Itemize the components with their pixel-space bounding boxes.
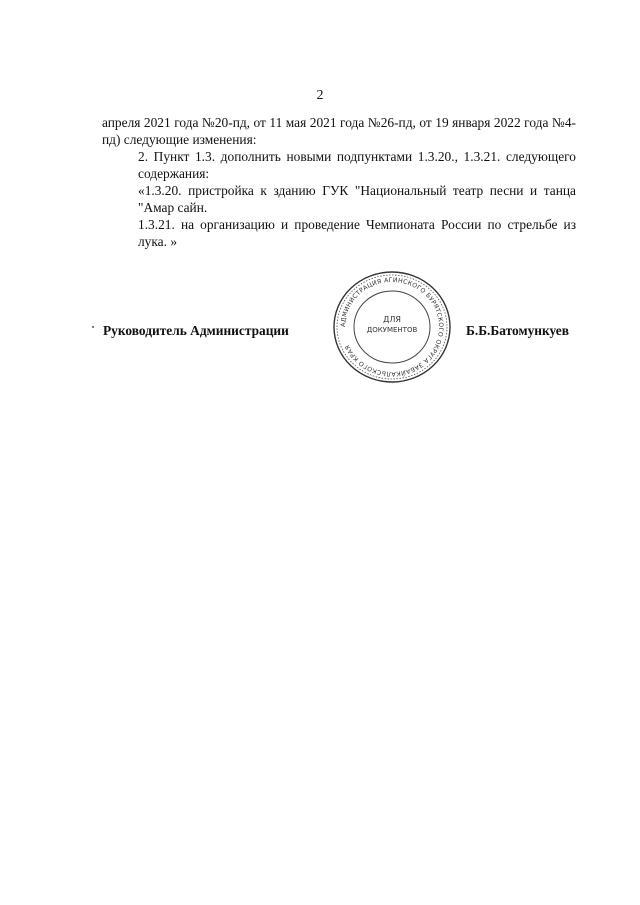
stamp-ring-text: АДМИНИСТРАЦИЯ АГИНСКОГО БУРЯТСКОГО ОКРУГА ЗАБАЙКАЛЬСКОГО КРАЯ: [339, 276, 445, 378]
paragraph-1: апреля 2021 года №20-пд, от 11 мая 2021 года №26-пд, от 19 января 2022 года №4-пд) следующие изменения:: [102, 115, 576, 147]
stamp-line-2: ДОКУМЕНТОВ: [366, 326, 418, 334]
signatory-name: Б.Б.Батомункуев: [466, 323, 569, 338]
page-number: 2: [316, 88, 324, 103]
signatory-title: Руководитель Администрации: [103, 323, 289, 338]
paragraph-2: 2. Пункт 1.3. дополнить новыми подпунктами 1.3.20., 1.3.21. следующего содержания:: [138, 149, 576, 181]
speck-mark: [92, 326, 94, 328]
paragraph-3: «1.3.20. пристройка к зданию ГУК "Национальный театр песни и танца "Амар сайн.: [138, 183, 576, 215]
stamp-line-1: ДЛЯ: [383, 315, 401, 324]
official-stamp: [330, 268, 454, 386]
document-body: [102, 114, 576, 250]
paragraph-4: 1.3.21. на организацию и проведение Чемпионата России по стрельбе из лука. »: [138, 217, 576, 249]
